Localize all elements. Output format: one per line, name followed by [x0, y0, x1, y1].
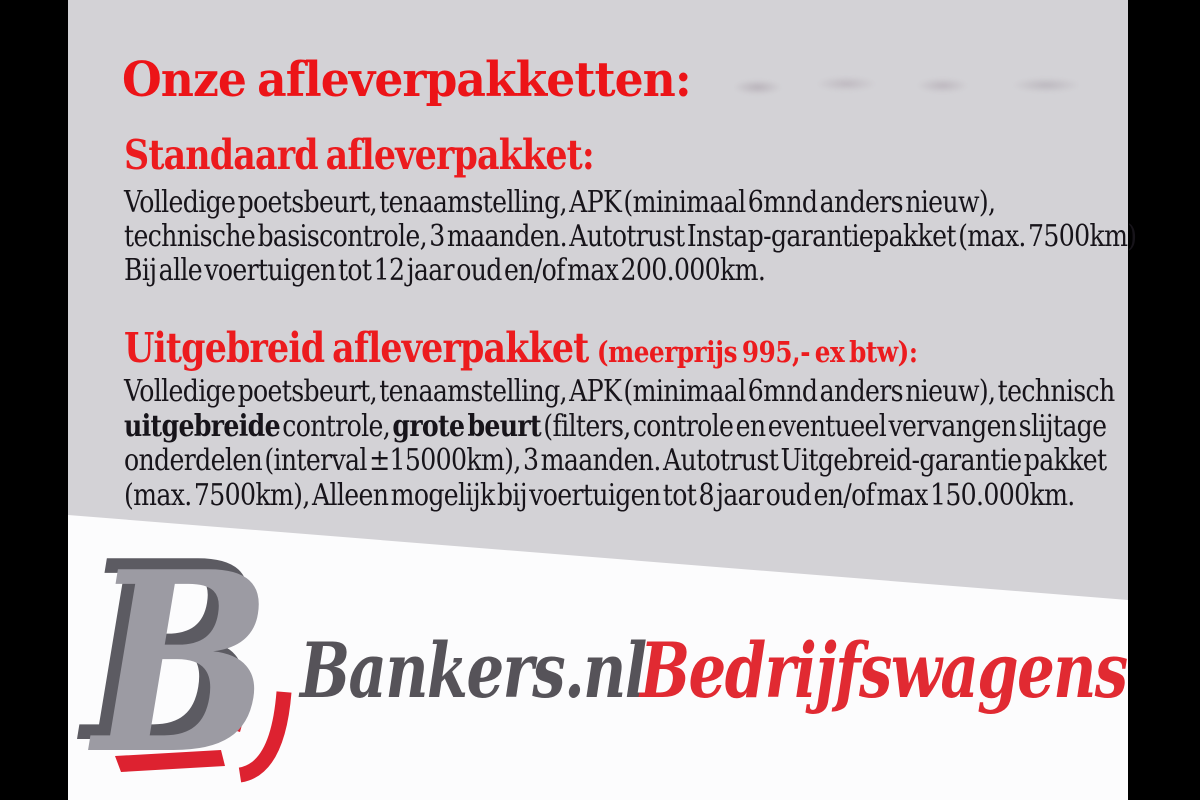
erased-ghost-text-smudge [728, 62, 1098, 104]
body-line-text [124, 409, 1106, 444]
body-line-text: (max. 7500km), Alleen mogelijk bij voertuigen tot 8 jaar oud en/of max 150.000km. [124, 477, 1075, 513]
bold-term: uitgebreide [124, 408, 280, 444]
body-line [124, 253, 1200, 287]
body-line-text: Volledige poetsbeurt, tenaamstelling, APK (minimaal 6mnd anders nieuw), [124, 185, 996, 220]
page-title-text: Onze afleverpakketten: [122, 52, 691, 108]
logo-letter-b: B [93, 518, 272, 800]
page-title [122, 52, 721, 108]
body-segment: controle, [279, 408, 393, 444]
body-line [124, 443, 1200, 478]
body-line [124, 374, 1200, 409]
extended-heading-text: Uitgebreid afleverpakket [124, 324, 589, 372]
body-line [124, 185, 1200, 219]
standard-package-heading [124, 131, 677, 179]
extended-heading-group [124, 324, 918, 372]
body-line [124, 219, 1200, 253]
brand-wordmark-bankers: Bankers.nl [300, 626, 646, 715]
body-segment: (filters, controle en eventueel vervangen slijtage [540, 408, 1107, 444]
body-line-text: Volledige poetsbeurt, tenaamstelling, APK (minimaal 6mnd anders nieuw), technisch [124, 374, 1115, 409]
extended-package-heading [124, 324, 1058, 372]
standard-package-body [124, 185, 1200, 287]
brand-wordmark-bedrijfswagens: Bedrijfswagens [640, 626, 1127, 715]
body-line [124, 478, 1200, 513]
standard-heading-text: Standaard afleverpakket: [124, 131, 594, 179]
bold-term: grote beurt [392, 408, 541, 444]
extended-heading-note: (meerprijs 995,- ex btw): [596, 335, 918, 369]
extended-package-body [124, 374, 1200, 512]
body-line-text: Bij alle voertuigen tot 12 jaar oud en/of max 200.000km. [124, 253, 766, 288]
body-line-text: technische basiscontrole, 3 maanden. Autotrust Instap-garantiepakket (max. 7500km) [124, 219, 1137, 254]
flyer-canvas [68, 0, 1137, 800]
body-line [124, 409, 1200, 444]
body-line-text: onderdelen (interval ±15000km), 3 maanden. Autotrust Uitgebreid-garantie pakket [124, 443, 1107, 478]
